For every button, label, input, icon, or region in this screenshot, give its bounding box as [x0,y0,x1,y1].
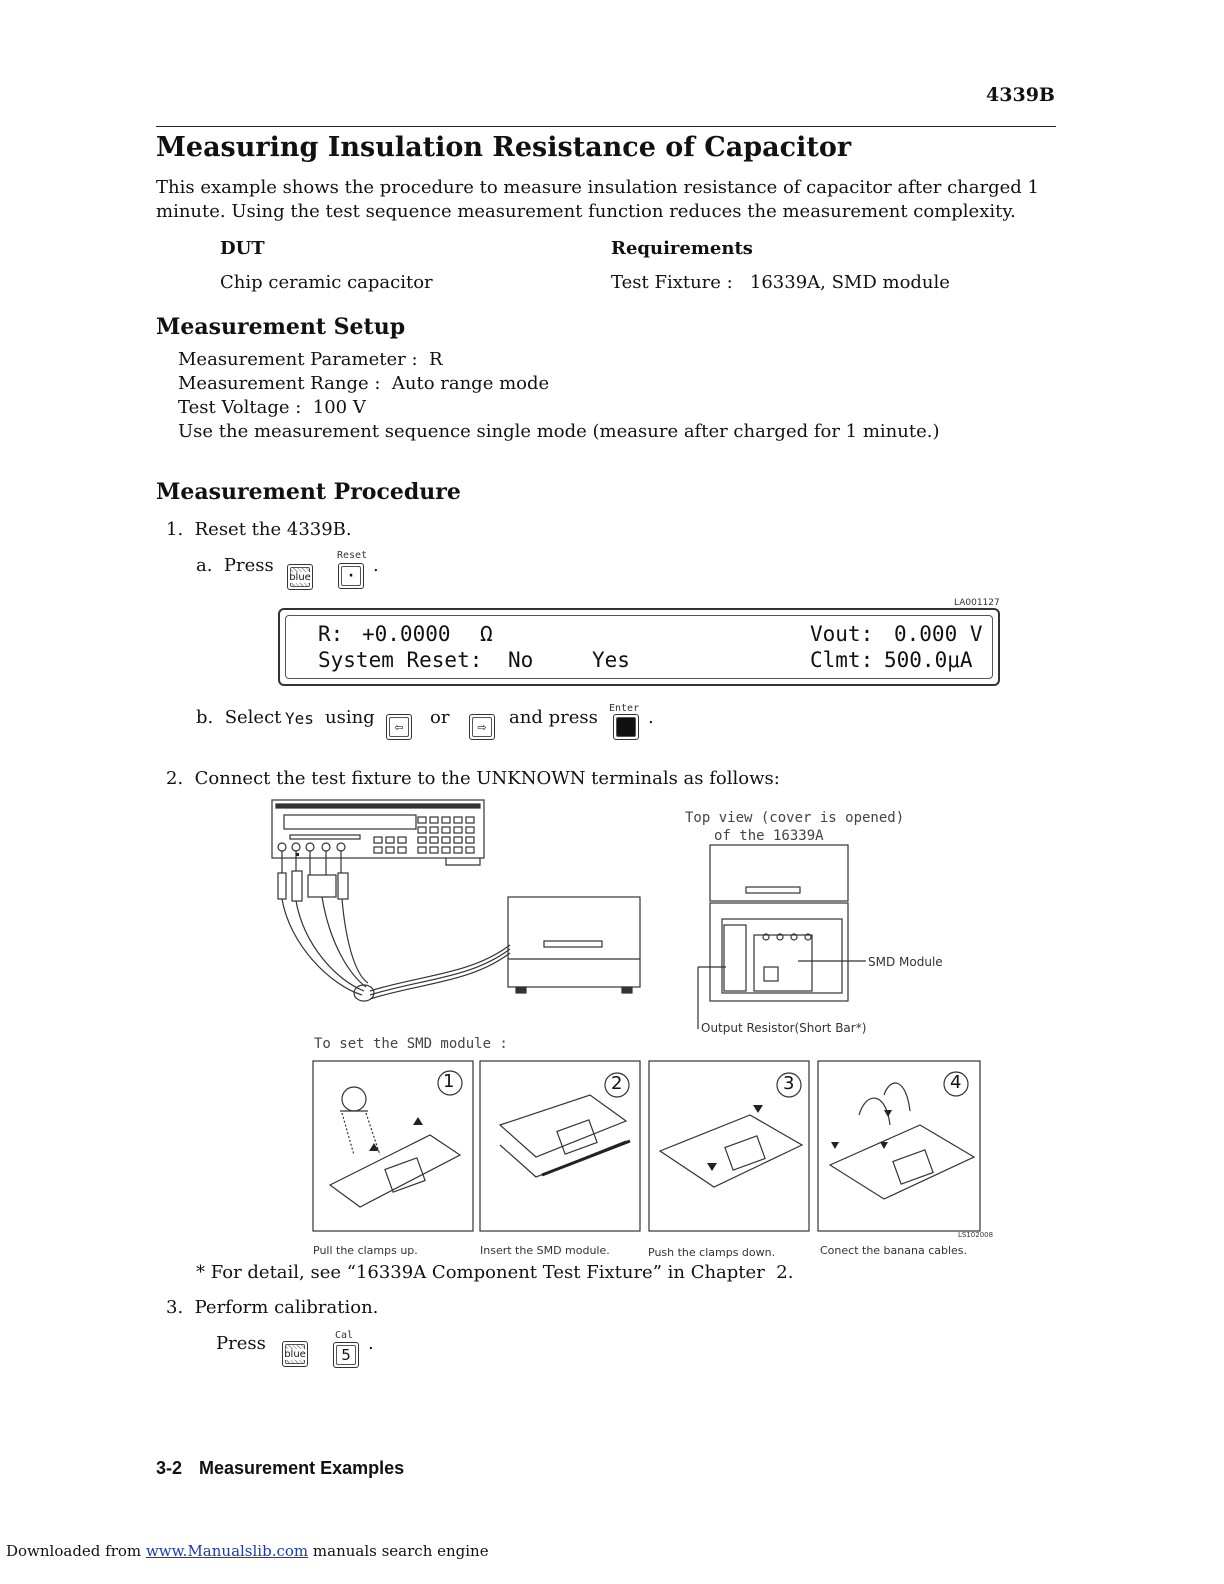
requirements-header: Requirements [611,238,753,259]
step-caption: Insert the SMD module. [480,1244,610,1257]
page-title: Measuring Insulation Resistance of Capacitor [156,132,852,163]
setup-line: Test Voltage : 100 V [178,397,366,418]
reset-key-label: Reset [337,550,368,561]
step-1b-and: and press [509,707,598,728]
step-number: 3 [783,1073,795,1094]
blue-key-label: blue [284,1348,306,1360]
lcd-r-unit: Ω [480,622,493,646]
step-2: 2. Connect the test fixture to the UNKNOWN terminals as follows: [166,768,780,789]
step-1b-or: or [430,707,450,728]
step-1a-period: . [373,555,379,576]
lcd-display [278,608,1000,686]
top-view-label: Top view (cover is opened) [685,810,905,826]
connection-diagram [270,795,990,1245]
lcd-r-value: +0.0000 [362,622,451,646]
smd-figure-id: LS102008 [958,1231,994,1239]
arrow-right-icon: ⇨ [477,720,487,734]
step-number: 2 [611,1073,623,1094]
manualslib-link[interactable]: www.Manualslib.com [145,1542,309,1560]
download-notice [6,1542,489,1560]
dot-key[interactable] [338,563,364,589]
download-suffix: manuals search engine [312,1542,489,1560]
footer-section: Measurement Examples [199,1458,405,1478]
step-1b-yes: Yes [285,709,314,728]
step-1a-text: a. Press [196,555,274,576]
lcd-reset-label: System Reset: [318,648,483,672]
cal-key-label: Cal [335,1330,354,1341]
enter-key[interactable] [613,714,639,740]
dot-key-label: · [348,568,354,584]
set-smd-label: To set the SMD module : [314,1036,508,1052]
output-resistor-label: Output Resistor(Short Bar*) [701,1021,867,1035]
page-number: 3-2 [156,1458,183,1478]
step-1b-using: using [325,707,375,728]
step-caption: Conect the banana cables. [820,1244,968,1257]
step-caption: Pull the clamps up. [313,1244,418,1257]
setup-line: Use the measurement sequence single mode (measure after charged for 1 minute.) [178,421,940,442]
lcd-option-no: No [508,648,534,672]
step-3-period: . [368,1333,374,1354]
lcd-option-yes: Yes [592,648,630,672]
blue-key-label: blue [289,571,311,583]
lcd-r-label: R: [318,622,344,646]
lcd-vout-label: Vout: [810,622,874,646]
arrow-key-right[interactable] [469,714,495,740]
step-1: 1. Reset the 4339B. [166,519,352,540]
enter-key-label: Enter [609,703,640,714]
lcd-clmt-label: Clmt: [810,648,874,672]
header-rule [156,126,1056,127]
lcd-vout-value: 0.000 V [894,622,983,646]
step-number: 4 [950,1072,962,1093]
top-view-label-2: of the 16339A [714,828,824,844]
download-prefix: Downloaded from [6,1542,142,1560]
intro-paragraph: This example shows the procedure to measure insulation resistance of capacitor after charged 1 minute. Using the test sequence measurement function reduces the measurement complexity. [156,177,1039,222]
setup-line: Measurement Range : Auto range mode [178,373,550,394]
step-3-press: Press [216,1333,266,1354]
arrow-key-left[interactable] [386,714,412,740]
lcd-clmt-value: 500.0μA [884,648,973,672]
step-3: 3. Perform calibration. [166,1297,379,1318]
dut-value: Chip ceramic capacitor [220,272,433,293]
setup-heading: Measurement Setup [156,314,406,340]
requirements-value: Test Fixture : 16339A, SMD module [611,272,950,293]
arrow-left-icon: ⇦ [394,720,404,734]
setup-line: Measurement Parameter : R [178,349,443,370]
dut-header: DUT [220,238,265,259]
page-footer [156,1458,404,1479]
step-1b-period: . [648,707,654,728]
procedure-heading: Measurement Procedure [156,479,461,505]
blue-key[interactable] [287,564,313,590]
step-number: 1 [443,1071,455,1092]
step-1b-text: b. Select [196,707,282,728]
five-key-label: 5 [341,1346,351,1364]
step-caption: Push the clamps down. [648,1246,776,1259]
lcd-figure-id: LA001127 [954,598,1000,608]
five-key[interactable] [333,1342,359,1368]
smd-module-label: SMD Module [868,955,943,969]
document-model: 4339B [986,84,1055,106]
blue-key[interactable] [282,1341,308,1367]
footnote: * For detail, see “16339A Component Test Fixture” in Chapter 2. [196,1262,794,1283]
